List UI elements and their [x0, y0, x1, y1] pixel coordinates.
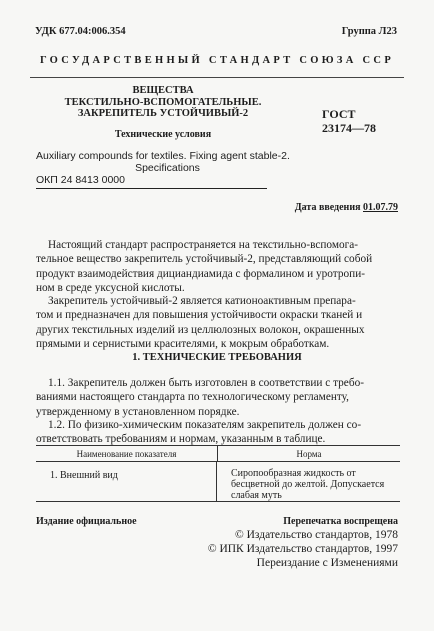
table-cell-name: 1. Внешний вид: [36, 462, 217, 501]
text-line: других текстильных изделий из целлюлозных волокон, окрашенных: [36, 323, 365, 336]
text-line: прямыми и сернистыми красителями, к мокрым обработкам.: [36, 337, 330, 350]
paragraph-purpose: [36, 294, 400, 351]
text-line: Закрепитель устойчивый-2 является катионоактивным препара-: [48, 295, 356, 307]
text-line: Настоящий стандарт распространяется на текстильно-вспомога-: [48, 239, 359, 251]
text-line: 1.2. По физико-химическим показателям закрепитель должен со-: [48, 419, 362, 431]
copyright-line: © ИПК Издательство стандартов, 1997: [207, 543, 398, 555]
english-title-line: Auxiliary compounds for textiles. Fixing agent stable-2.: [36, 150, 290, 162]
copyright-line: © Издательство стандартов, 1978: [234, 529, 398, 541]
table-header-cell: Норма: [296, 448, 322, 459]
table-row: [36, 462, 400, 501]
paragraph-1-1: [36, 376, 400, 419]
gost-number: [322, 107, 376, 135]
group-code: Группа Л23: [341, 26, 397, 37]
text-line: 1.1. Закрепитель должен быть изготовлен в соответствии с требо-: [48, 377, 364, 389]
paragraph-scope: [36, 238, 400, 295]
text-line: ном в среде уксусной кислоты.: [36, 281, 185, 294]
text-line: утвержденному в установленном порядке.: [36, 405, 240, 418]
text-line: бесцветной до желтой. Допускается: [231, 479, 385, 490]
document-title: [60, 85, 266, 120]
gost-label: ГОСТ: [322, 107, 356, 121]
text-line: слабая муть: [231, 490, 282, 501]
title-line: ТЕКСТИЛЬНО-ВСПОМОГАТЕЛЬНЫЕ.: [64, 96, 262, 108]
reissue-note: Переиздание с Изменениями: [256, 557, 398, 569]
requirements-table: [36, 445, 400, 502]
text-line: том и предназначен для повышения устойчивости окраски тканей и: [36, 309, 363, 322]
intro-date-label: Дата введения: [294, 202, 361, 213]
text-line: продукт взаимодействия дициандиамида с формалином и уротропи-: [36, 267, 366, 280]
reprint-notice: Перепечатка воспрещена: [283, 516, 398, 527]
table-header-row: [36, 446, 400, 462]
state-standard-heading: ГОСУДАРСТВЕННЫЙ СТАНДАРТ СОЮЗА ССР: [39, 55, 395, 66]
text-line: ваниями настоящего стандарта по технологическому регламенту,: [36, 391, 350, 404]
divider: [36, 188, 267, 189]
english-title: [36, 151, 299, 174]
paragraph-1-2: [36, 418, 400, 447]
title-line: ЗАКРЕПИТЕЛЬ УСТОЙЧИВЫЙ-2: [77, 108, 249, 119]
english-title-line: Specifications: [135, 161, 200, 174]
text-line: Сиропообразная жидкость от: [231, 468, 356, 479]
table-header-cell: Наименование показателя: [36, 446, 218, 461]
text-line: ответствовать требованиям и нормам, указанным в таблице.: [36, 433, 326, 446]
intro-date-value: 01.07.79: [363, 202, 398, 213]
gost-code: 23174—78: [322, 121, 376, 135]
official-edition-label: Издание официальное: [36, 516, 137, 527]
text-line: тельное вещество закрепитель устойчивый-2, представляющий собой: [36, 253, 373, 266]
title-line: ВЕЩЕСТВА: [132, 85, 194, 96]
document-subtitle: Технические условия: [114, 129, 212, 140]
intro-date: [295, 202, 398, 213]
udk-code: УДК 677.04:006.354: [35, 26, 126, 37]
section-title: 1. ТЕХНИЧЕСКИЕ ТРЕБОВАНИЯ: [132, 352, 302, 363]
okp-code: ОКП 24 8413 0000: [36, 174, 125, 186]
header-rule: [30, 77, 404, 78]
table-cell-norm: [217, 462, 400, 501]
